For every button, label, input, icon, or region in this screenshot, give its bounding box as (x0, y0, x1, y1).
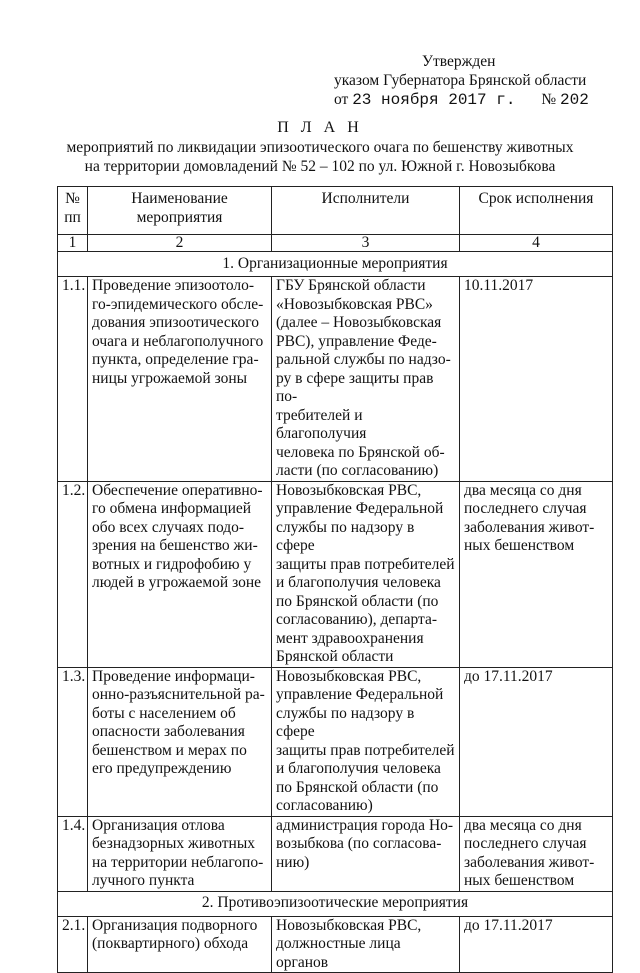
header-executors: Исполнители (272, 187, 460, 235)
table-row (58, 481, 613, 667)
plan-title: П Л А Н (277, 119, 363, 136)
column-numbers-row (58, 235, 613, 252)
column-number: 3 (272, 235, 460, 252)
table-row (58, 277, 613, 482)
row-executors: Новозыбковская РВС, должностные лица органов (272, 916, 460, 973)
section-title: 2. Противоэпизоотические мероприятия (58, 891, 613, 916)
approval-prefix: от (334, 91, 349, 108)
header-name: Наименование мероприятия (88, 187, 272, 235)
approval-decree: указом Губернатора Брянской области (334, 72, 587, 89)
approval-date: 23 ноября 2017 г. (352, 91, 516, 109)
column-number: 1 (58, 235, 88, 252)
approval-block (334, 52, 589, 110)
plan-subtitle (0, 138, 640, 176)
row-name: Проведение эпизоотоло- го-эпидемического обсле- дования эпизоотического очага и неблагополучного пункта, определение гра- ницы угрожаемой зоны (88, 277, 272, 482)
approval-number-label: № (541, 91, 557, 108)
row-executors: Новозыбковская РВС, управление Федеральной службы по надзору в сфере защиты прав потребителей и благополучия человека по Брянской области (по согласованию), департа- мент здравоохранения Брянской области (272, 481, 460, 667)
approval-date-line (334, 90, 589, 110)
row-executors: администрация города Но- возыбкова (по согласова- нию) (272, 816, 460, 891)
header-deadline: Срок исполнения (460, 187, 613, 235)
header-num: № пп (58, 187, 88, 235)
row-deadline: два месяца со дня последнего случая заболевания живот- ных бешенством (460, 481, 613, 667)
row-number: 1.3. (58, 667, 88, 816)
row-name: Обеспечение оперативно- го обмена информацией обо всех случаях подо- зрения на бешенство жи- вотных и гидрофобию у людей в угрожаемой зоне (88, 481, 272, 667)
approval-number: 202 (559, 91, 589, 109)
row-number: 1.2. (58, 481, 88, 667)
table-row (58, 667, 613, 816)
plan-subtitle-line-1: мероприятий по ликвидации эпизоотического очага по бешенству животных (66, 139, 574, 156)
row-deadline: два месяца со дня последнего случая заболевания живот- ных бешенством (460, 816, 613, 891)
section-title: 1. Организационные мероприятия (58, 252, 613, 277)
approval-title: Утвержден (422, 53, 496, 70)
row-deadline: до 17.11.2017 (460, 667, 613, 816)
row-deadline: до 17.11.2017 (460, 916, 613, 973)
row-number: 1.1. (58, 277, 88, 482)
column-number: 4 (460, 235, 613, 252)
row-number: 2.1. (58, 916, 88, 973)
row-name: Организация отлова безнадзорных животных на территории неблагопо- лучного пункта (88, 816, 272, 891)
section-row (58, 252, 613, 277)
table-row (58, 916, 613, 973)
plan-table (57, 186, 613, 973)
row-name: Проведение информаци- онно-разъяснительной ра- боты с населением об опасности заболевания бешенством и мерах по его предупреждению (88, 667, 272, 816)
table-header-row (58, 187, 613, 235)
row-deadline: 10.11.2017 (460, 277, 613, 482)
row-executors: ГБУ Брянской области «Новозыбковская РВС» (далее – Новозыбковская РВС), управление Феде- ральной службы по надзо- ру в сфере защиты прав по- требителей и благополучия человека по Брянской об- ласти (по согласованию) (272, 277, 460, 482)
table-row (58, 816, 613, 891)
row-number: 1.4. (58, 816, 88, 891)
plan-subtitle-line-2: на территории домовладений № 52 – 102 по ул. Южной г. Новозыбкова (84, 158, 556, 175)
row-executors: Новозыбковская РВС, управление Федеральной службы по надзору в сфере защиты прав потребителей и благополучия человека по Брянской области (по согласованию) (272, 667, 460, 816)
row-name: Организация подворного (поквартирного) обхода (88, 916, 272, 973)
section-row (58, 891, 613, 916)
column-number: 2 (88, 235, 272, 252)
